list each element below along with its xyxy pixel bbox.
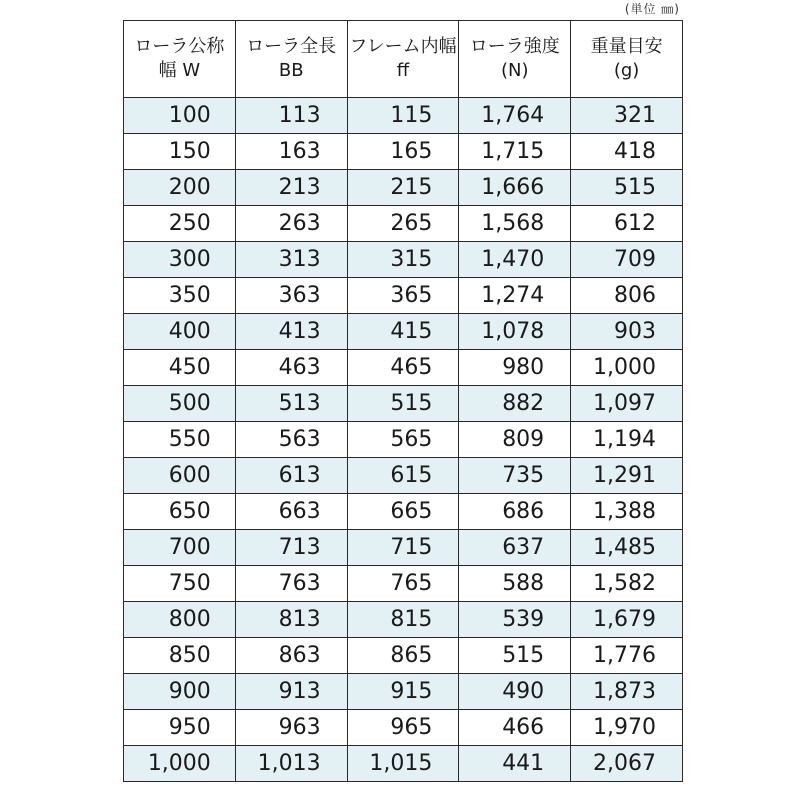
cell-weight-estimate: 903 [571, 314, 683, 350]
cell-frame-inner-width: 465 [347, 350, 459, 386]
cell-frame-inner-width: 365 [347, 278, 459, 314]
table-row [124, 458, 683, 494]
cell-roller-strength: 686 [459, 494, 571, 530]
cell-nominal-width: 900 [124, 674, 236, 710]
cell-roller-length: 413 [235, 314, 347, 350]
cell-roller-strength: 1,715 [459, 134, 571, 170]
cell-frame-inner-width: 415 [347, 314, 459, 350]
cell-frame-inner-width: 515 [347, 386, 459, 422]
cell-weight-estimate: 418 [571, 134, 683, 170]
table-row [124, 314, 683, 350]
cell-weight-estimate: 1,000 [571, 350, 683, 386]
table-header-row [124, 21, 683, 98]
cell-nominal-width: 750 [124, 566, 236, 602]
header-label: ローラ公称 [134, 36, 225, 57]
table-row [124, 386, 683, 422]
cell-frame-inner-width: 715 [347, 530, 459, 566]
cell-roller-length: 213 [235, 170, 347, 206]
header-label: ローラ全長 [246, 36, 337, 57]
table-row [124, 638, 683, 674]
cell-nominal-width: 550 [124, 422, 236, 458]
table-row [124, 566, 683, 602]
cell-frame-inner-width: 115 [347, 98, 459, 134]
cell-frame-inner-width: 865 [347, 638, 459, 674]
roller-spec-table [123, 20, 683, 782]
header-sublabel: ff [396, 60, 410, 81]
cell-weight-estimate: 1,194 [571, 422, 683, 458]
cell-roller-length: 963 [235, 710, 347, 746]
cell-frame-inner-width: 915 [347, 674, 459, 710]
cell-roller-strength: 1,470 [459, 242, 571, 278]
header-nominal-width [124, 21, 236, 98]
cell-nominal-width: 100 [124, 98, 236, 134]
cell-weight-estimate: 1,097 [571, 386, 683, 422]
cell-weight-estimate: 1,776 [571, 638, 683, 674]
cell-frame-inner-width: 315 [347, 242, 459, 278]
cell-nominal-width: 800 [124, 602, 236, 638]
cell-roller-strength: 980 [459, 350, 571, 386]
cell-weight-estimate: 1,388 [571, 494, 683, 530]
cell-weight-estimate: 806 [571, 278, 683, 314]
cell-nominal-width: 1,000 [124, 746, 236, 782]
cell-weight-estimate: 1,679 [571, 602, 683, 638]
cell-roller-length: 313 [235, 242, 347, 278]
cell-frame-inner-width: 665 [347, 494, 459, 530]
table-row [124, 278, 683, 314]
table-row [124, 134, 683, 170]
cell-weight-estimate: 612 [571, 206, 683, 242]
cell-roller-strength: 882 [459, 386, 571, 422]
cell-roller-strength: 1,764 [459, 98, 571, 134]
header-sublabel: 幅 W [158, 60, 201, 81]
header-weight-estimate [571, 21, 683, 98]
unit-note: (単位 ㎜) [624, 2, 680, 16]
table-row [124, 170, 683, 206]
cell-roller-length: 1,013 [235, 746, 347, 782]
header-sublabel: BB [278, 60, 304, 81]
cell-nominal-width: 700 [124, 530, 236, 566]
cell-nominal-width: 150 [124, 134, 236, 170]
cell-roller-length: 913 [235, 674, 347, 710]
table-row [124, 350, 683, 386]
header-roller-length [235, 21, 347, 98]
header-sublabel: (N) [501, 60, 529, 81]
cell-nominal-width: 200 [124, 170, 236, 206]
cell-weight-estimate: 2,067 [571, 746, 683, 782]
cell-weight-estimate: 1,970 [571, 710, 683, 746]
cell-frame-inner-width: 165 [347, 134, 459, 170]
cell-frame-inner-width: 765 [347, 566, 459, 602]
cell-nominal-width: 600 [124, 458, 236, 494]
cell-frame-inner-width: 615 [347, 458, 459, 494]
cell-roller-length: 563 [235, 422, 347, 458]
cell-weight-estimate: 1,485 [571, 530, 683, 566]
header-label: フレーム内幅 [349, 36, 457, 57]
cell-roller-length: 113 [235, 98, 347, 134]
cell-roller-length: 613 [235, 458, 347, 494]
header-label: ローラ強度 [469, 36, 560, 57]
cell-weight-estimate: 1,582 [571, 566, 683, 602]
cell-roller-length: 713 [235, 530, 347, 566]
cell-roller-strength: 490 [459, 674, 571, 710]
cell-nominal-width: 650 [124, 494, 236, 530]
cell-nominal-width: 250 [124, 206, 236, 242]
cell-roller-length: 763 [235, 566, 347, 602]
cell-roller-length: 363 [235, 278, 347, 314]
cell-nominal-width: 850 [124, 638, 236, 674]
cell-weight-estimate: 321 [571, 98, 683, 134]
cell-roller-strength: 735 [459, 458, 571, 494]
cell-roller-strength: 637 [459, 530, 571, 566]
cell-roller-strength: 1,078 [459, 314, 571, 350]
table-row [124, 710, 683, 746]
cell-roller-strength: 1,568 [459, 206, 571, 242]
table-row [124, 242, 683, 278]
cell-nominal-width: 300 [124, 242, 236, 278]
cell-roller-length: 863 [235, 638, 347, 674]
cell-roller-length: 513 [235, 386, 347, 422]
cell-frame-inner-width: 265 [347, 206, 459, 242]
table-row [124, 530, 683, 566]
cell-frame-inner-width: 1,015 [347, 746, 459, 782]
table-row [124, 746, 683, 782]
cell-roller-length: 813 [235, 602, 347, 638]
cell-nominal-width: 400 [124, 314, 236, 350]
cell-nominal-width: 350 [124, 278, 236, 314]
table-row [124, 494, 683, 530]
table-row [124, 602, 683, 638]
cell-roller-strength: 1,274 [459, 278, 571, 314]
cell-roller-strength: 809 [459, 422, 571, 458]
cell-roller-length: 663 [235, 494, 347, 530]
table-row [124, 422, 683, 458]
cell-weight-estimate: 1,873 [571, 674, 683, 710]
table-row [124, 674, 683, 710]
cell-weight-estimate: 515 [571, 170, 683, 206]
cell-frame-inner-width: 965 [347, 710, 459, 746]
header-frame-inner-width [347, 21, 459, 98]
cell-roller-strength: 539 [459, 602, 571, 638]
cell-frame-inner-width: 815 [347, 602, 459, 638]
table-body [124, 98, 683, 782]
cell-nominal-width: 950 [124, 710, 236, 746]
cell-frame-inner-width: 215 [347, 170, 459, 206]
cell-roller-strength: 441 [459, 746, 571, 782]
cell-roller-strength: 588 [459, 566, 571, 602]
cell-roller-strength: 515 [459, 638, 571, 674]
cell-roller-length: 463 [235, 350, 347, 386]
cell-nominal-width: 500 [124, 386, 236, 422]
header-sublabel: (g) [613, 60, 640, 81]
cell-roller-strength: 1,666 [459, 170, 571, 206]
table-row [124, 206, 683, 242]
cell-nominal-width: 450 [124, 350, 236, 386]
header-label: 重量目安 [590, 36, 663, 57]
cell-weight-estimate: 709 [571, 242, 683, 278]
cell-frame-inner-width: 565 [347, 422, 459, 458]
table-row [124, 98, 683, 134]
cell-roller-length: 163 [235, 134, 347, 170]
cell-roller-strength: 466 [459, 710, 571, 746]
cell-weight-estimate: 1,291 [571, 458, 683, 494]
cell-roller-length: 263 [235, 206, 347, 242]
header-roller-strength [459, 21, 571, 98]
